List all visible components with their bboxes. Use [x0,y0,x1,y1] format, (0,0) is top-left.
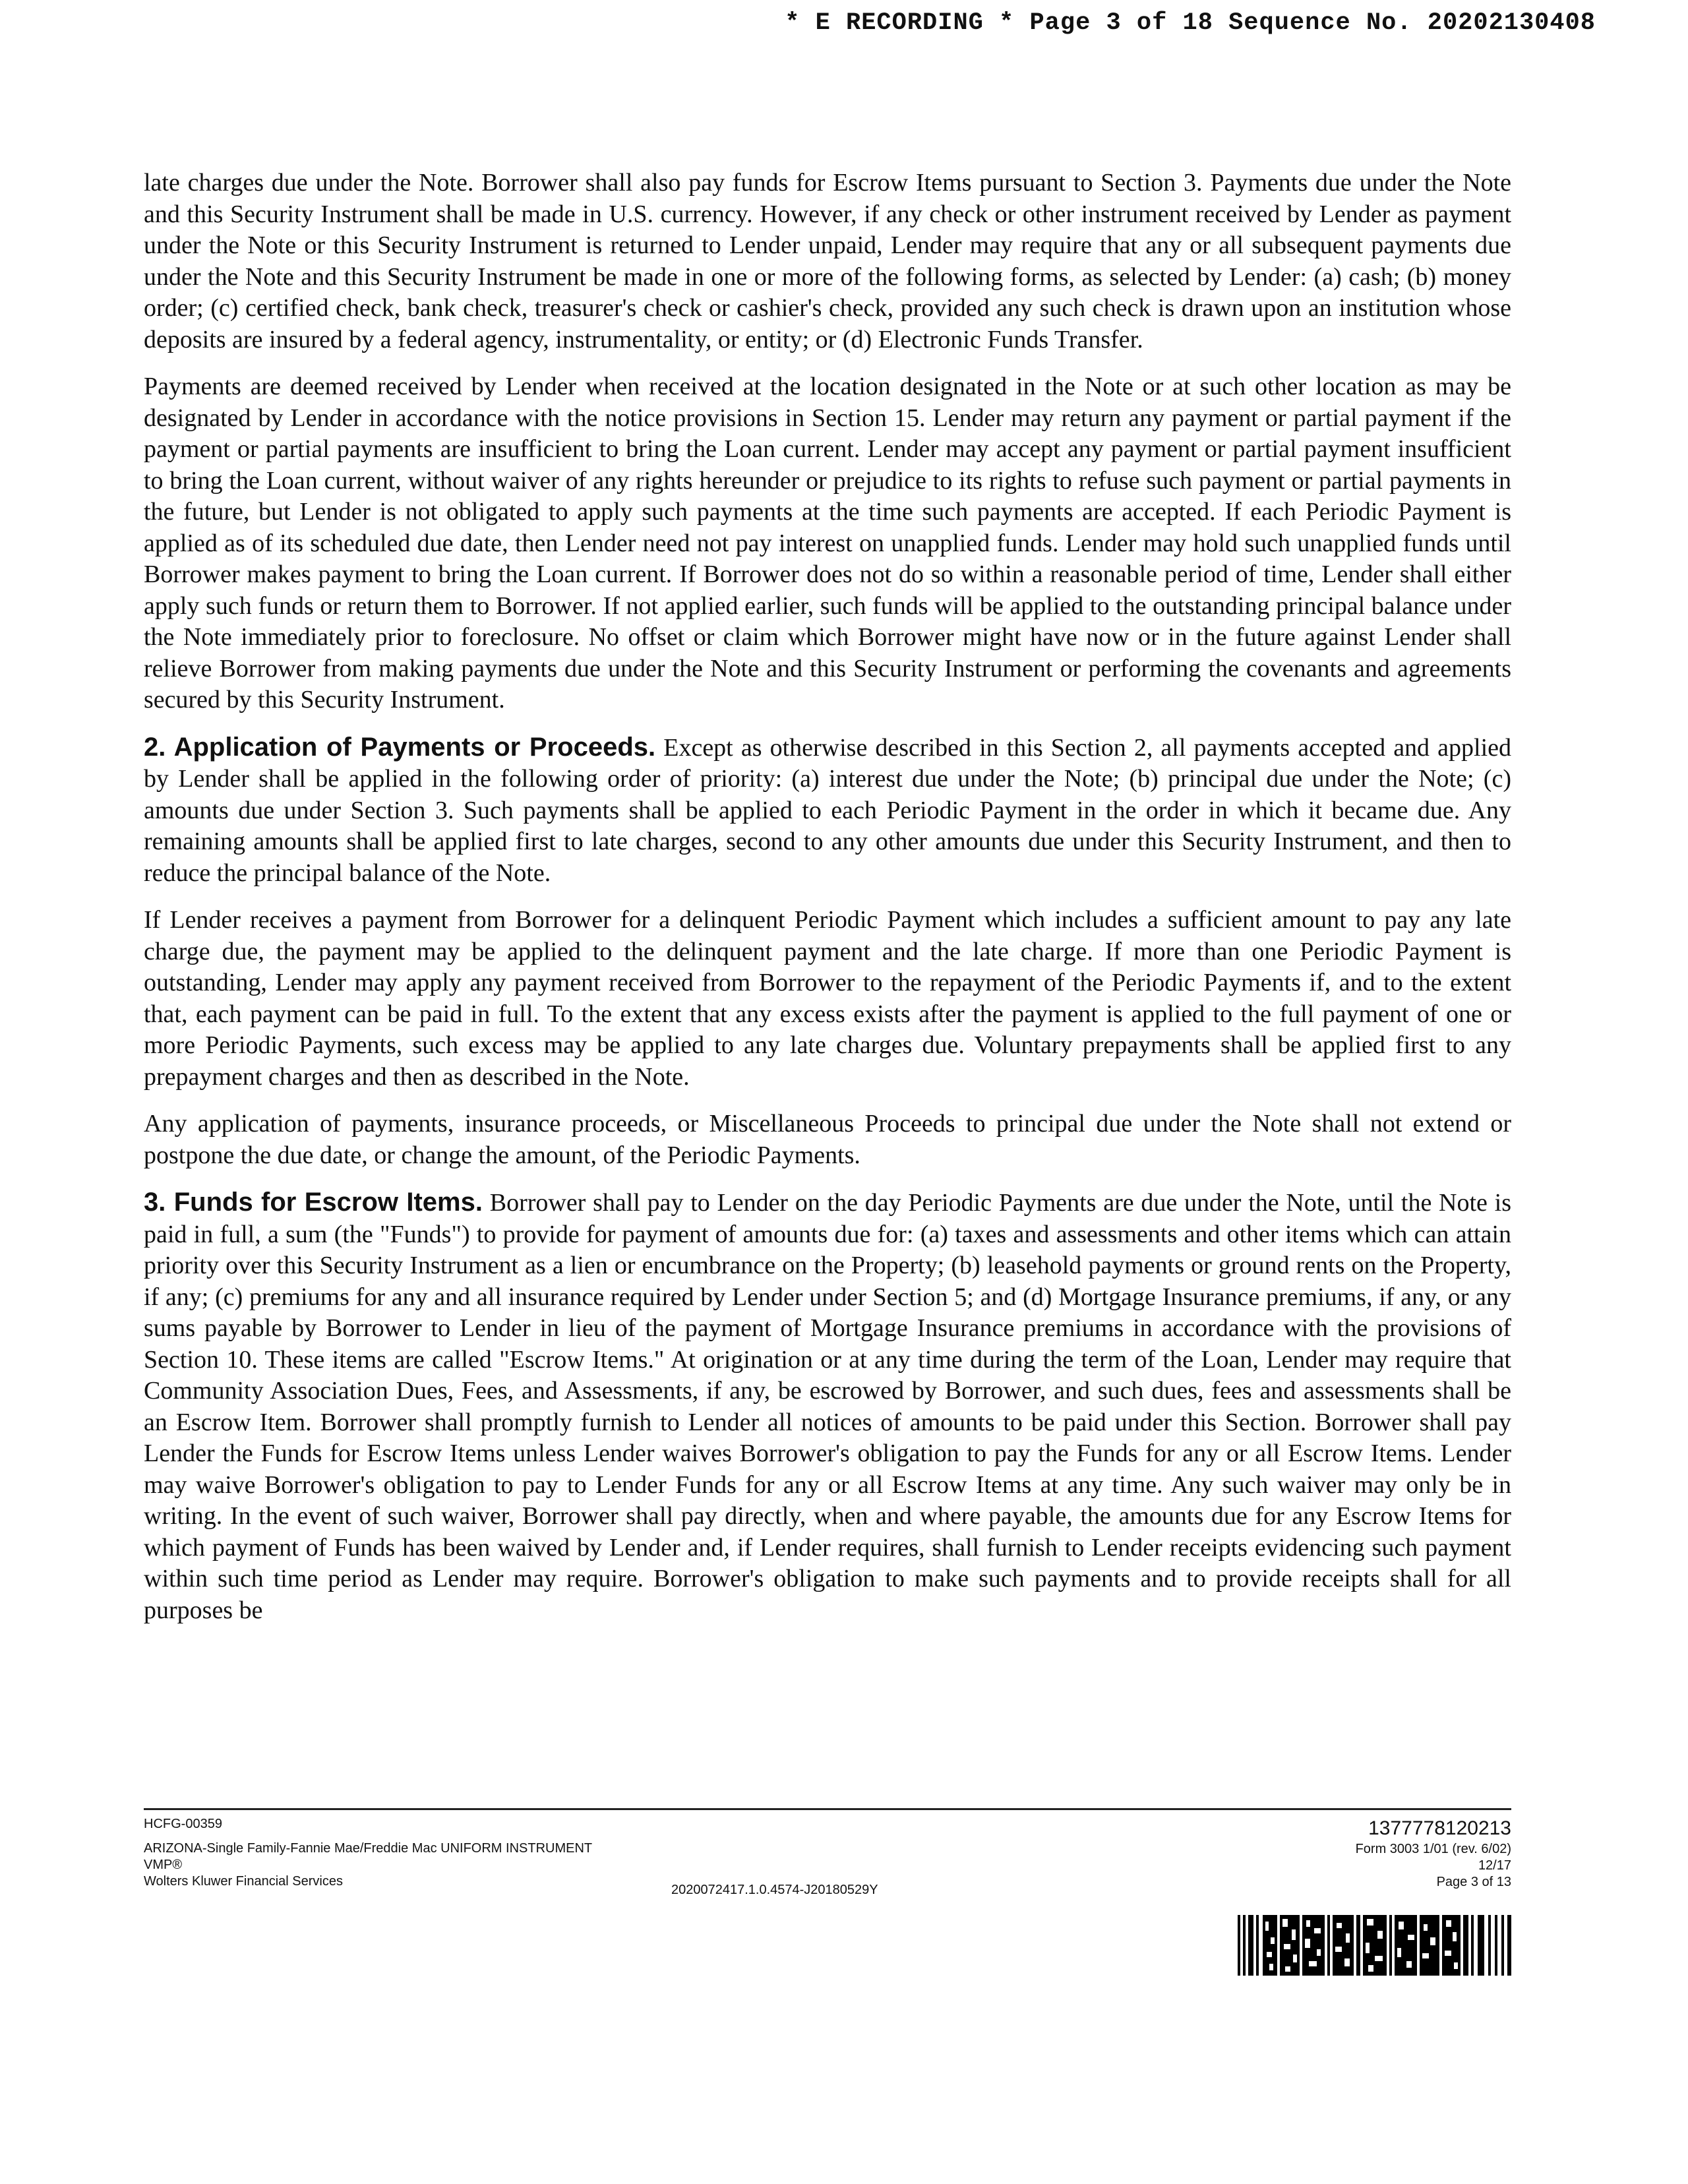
footer-right [1356,1816,1511,1891]
section-3-funds-for-escrow [144,1187,1511,1626]
paragraph-text: Any application of payments, insurance proceeds, or Miscellaneous Proceeds to principal due under the Note shall not extend or postpone the due date, or change the amount, of the Periodic Payments. [144,1110,1511,1169]
paragraph-text: late charges due under the Note. Borrower shall also pay funds for Escrow Items pursuant to Section 3. Payments due under the Note and this Security Instrument shall be made in U.S. currency. However, if any check or other instrument received by Lender as payment under the Note or this Security Instrument is returned to Lender unpaid, Lender may require that any or all subsequent payments due under the Note and this Security Instrument be made in one or more of the following forms, as selected by Lender: (a) cash; (b) money order; (c) certified check, bank check, treasurer's check or cashier's check, provided any such check is drawn upon an institution whose deposits are insured by a federal agency, instrumentality, or entity; or (d) Electronic Funds Transfer. [144,169,1511,353]
form-number: Form 3003 1/01 (rev. 6/02) [1355,1842,1511,1856]
form-revision: 12/17 [1478,1858,1511,1873]
barcode-icon [1238,1915,1511,1976]
paragraph-application-of-proceeds [144,1108,1511,1171]
paragraph-text: If Lender receives a payment from Borrower for a delinquent Periodic Payment which includes a sufficient amount to pay any late charge due, the payment may be applied to the delinquent payment and the late charge. If more than one Periodic Payment is outstanding, Lender may apply any payment received from Borrower to the repayment of the Periodic Payments if, and to the extent that, each payment can be paid in full. To the extent that any excess exists after the payment is applied to the full payment of one or more Periodic Payments, such excess may be applied to any late charges due. Voluntary prepayments shall be applied first to any prepayment charges and then as described in the Note. [144,906,1511,1091]
paragraph-text: Payments are deemed received by Lender when received at the location designated in the Note or at such other location as may be designated by Lender in accordance with the notice provisions in Section 15. Lender may return any payment or partial payment if the payment or partial payments are insufficient to bring the Loan current. Lender may accept any payment or partial payment insufficient to bring the Loan current, without waiver of any rights hereunder or prejudice to its rights to refuse such payment or partial payments in the future, but Lender is not obligated to apply such payments at the time such payments are accepted. If each Periodic Payment is applied as of its scheduled due date, then Lender need not pay interest on unapplied funds. Lender may hold such unapplied funds until Borrower makes payment to bring the Loan current. If Borrower does not do so within a reasonable period of time, Lender shall either apply such funds or return them to Borrower. If not applied earlier, such funds will be applied to the outstanding principal balance under the Note immediately prior to foreclosure. No offset or claim which Borrower might have now or in the future against Lender shall relieve Borrower from making payments due under the Note and this Security Instrument or performing the covenants and agreements secured by this Security Instrument. [144,373,1511,713]
document-body [144,167,1511,1642]
recording-header: * E RECORDING * Page 3 of 18 Sequence No. 20202130408 [785,9,1596,37]
footer-left [144,1816,592,1890]
paragraph-text: Except as otherwise described in this Section 2, all payments accepted and applied by Lender shall be applied in the following order of priority: (a) interest due under the Note; (b) principal due under the Note; (c) amounts due under Section 3. Such payments shall be applied to each Periodic Payment in the order in which it became due. Any remaining amounts shall be applied first to late charges, second to any other amounts due under this Security Instrument, and then to reduce the principal balance of the Note. [144,733,1511,887]
section-3-title: 3. Funds for Escrow Items. [144,1188,483,1217]
loan-number: 1377778120213 [1368,1817,1511,1839]
footer-divider [144,1808,1511,1810]
page-number: Page 3 of 13 [1436,1875,1511,1889]
form-id: HCFG-00359 [144,1817,222,1831]
document-code: 2020072417.1.0.4574-J20180529Y [671,1883,878,1897]
paragraph-late-charges [144,167,1511,355]
paragraph-text: Borrower shall pay to Lender on the day Periodic Payments are due under the Note, until the Note is paid in full, a sum (the "Funds") to provide for payment of amounts due for: (a) taxes and assessments and other items which can attain priority over this Security Instrument as a lien or encumbrance on the Property; (b) leasehold payments or ground rents on the Property, if any; (c) premiums for any and all insurance required by Lender under Section 5; and (d) Mortgage Insurance premiums, if any, or any sums payable by Borrower to Lender in lieu of the payment of Mortgage Insurance premiums in accordance with the provisions of Section 10. These items are called "Escrow Items." At origination or at any time during the term of the Loan, Lender may require that Community Association Dues, Fees, and Assessments, if any, be escrowed by Borrower, and such dues, fees and assessments shall be an Escrow Item. Borrower shall promptly furnish to Lender all notices of amounts to be paid under this Section. Borrower shall pay Lender the Funds for Escrow Items unless Lender waives Borrower's obligation to pay the Funds for any or all Escrow Items. Lender may waive Borrower's obligation to pay to Lender Funds for any or all Escrow Items at any time. Any such waiver may only be in writing. In the event of such waiver, Borrower shall pay directly, when and where payable, the amounts due for any Escrow Items for which payment of Funds has been waived by Lender and, if Lender requires, shall furnish to Lender receipts evidencing such payment within such time period as Lender may require. Borrower's obligation to make such payments and to provide receipts shall for all purposes be [144,1189,1511,1624]
form-footer [144,1816,1511,1987]
section-2-title: 2. Application of Payments or Proceeds. [144,732,656,762]
paragraph-payments-received [144,371,1511,716]
section-2-application-of-payments [144,732,1511,890]
instrument-name: ARIZONA-Single Family-Fannie Mae/Freddie Mac UNIFORM INSTRUMENT [144,1841,593,1856]
paragraph-delinquent-payment [144,905,1511,1093]
company-name: Wolters Kluwer Financial Services [144,1874,343,1889]
vmp-mark: VMP® [144,1858,183,1872]
